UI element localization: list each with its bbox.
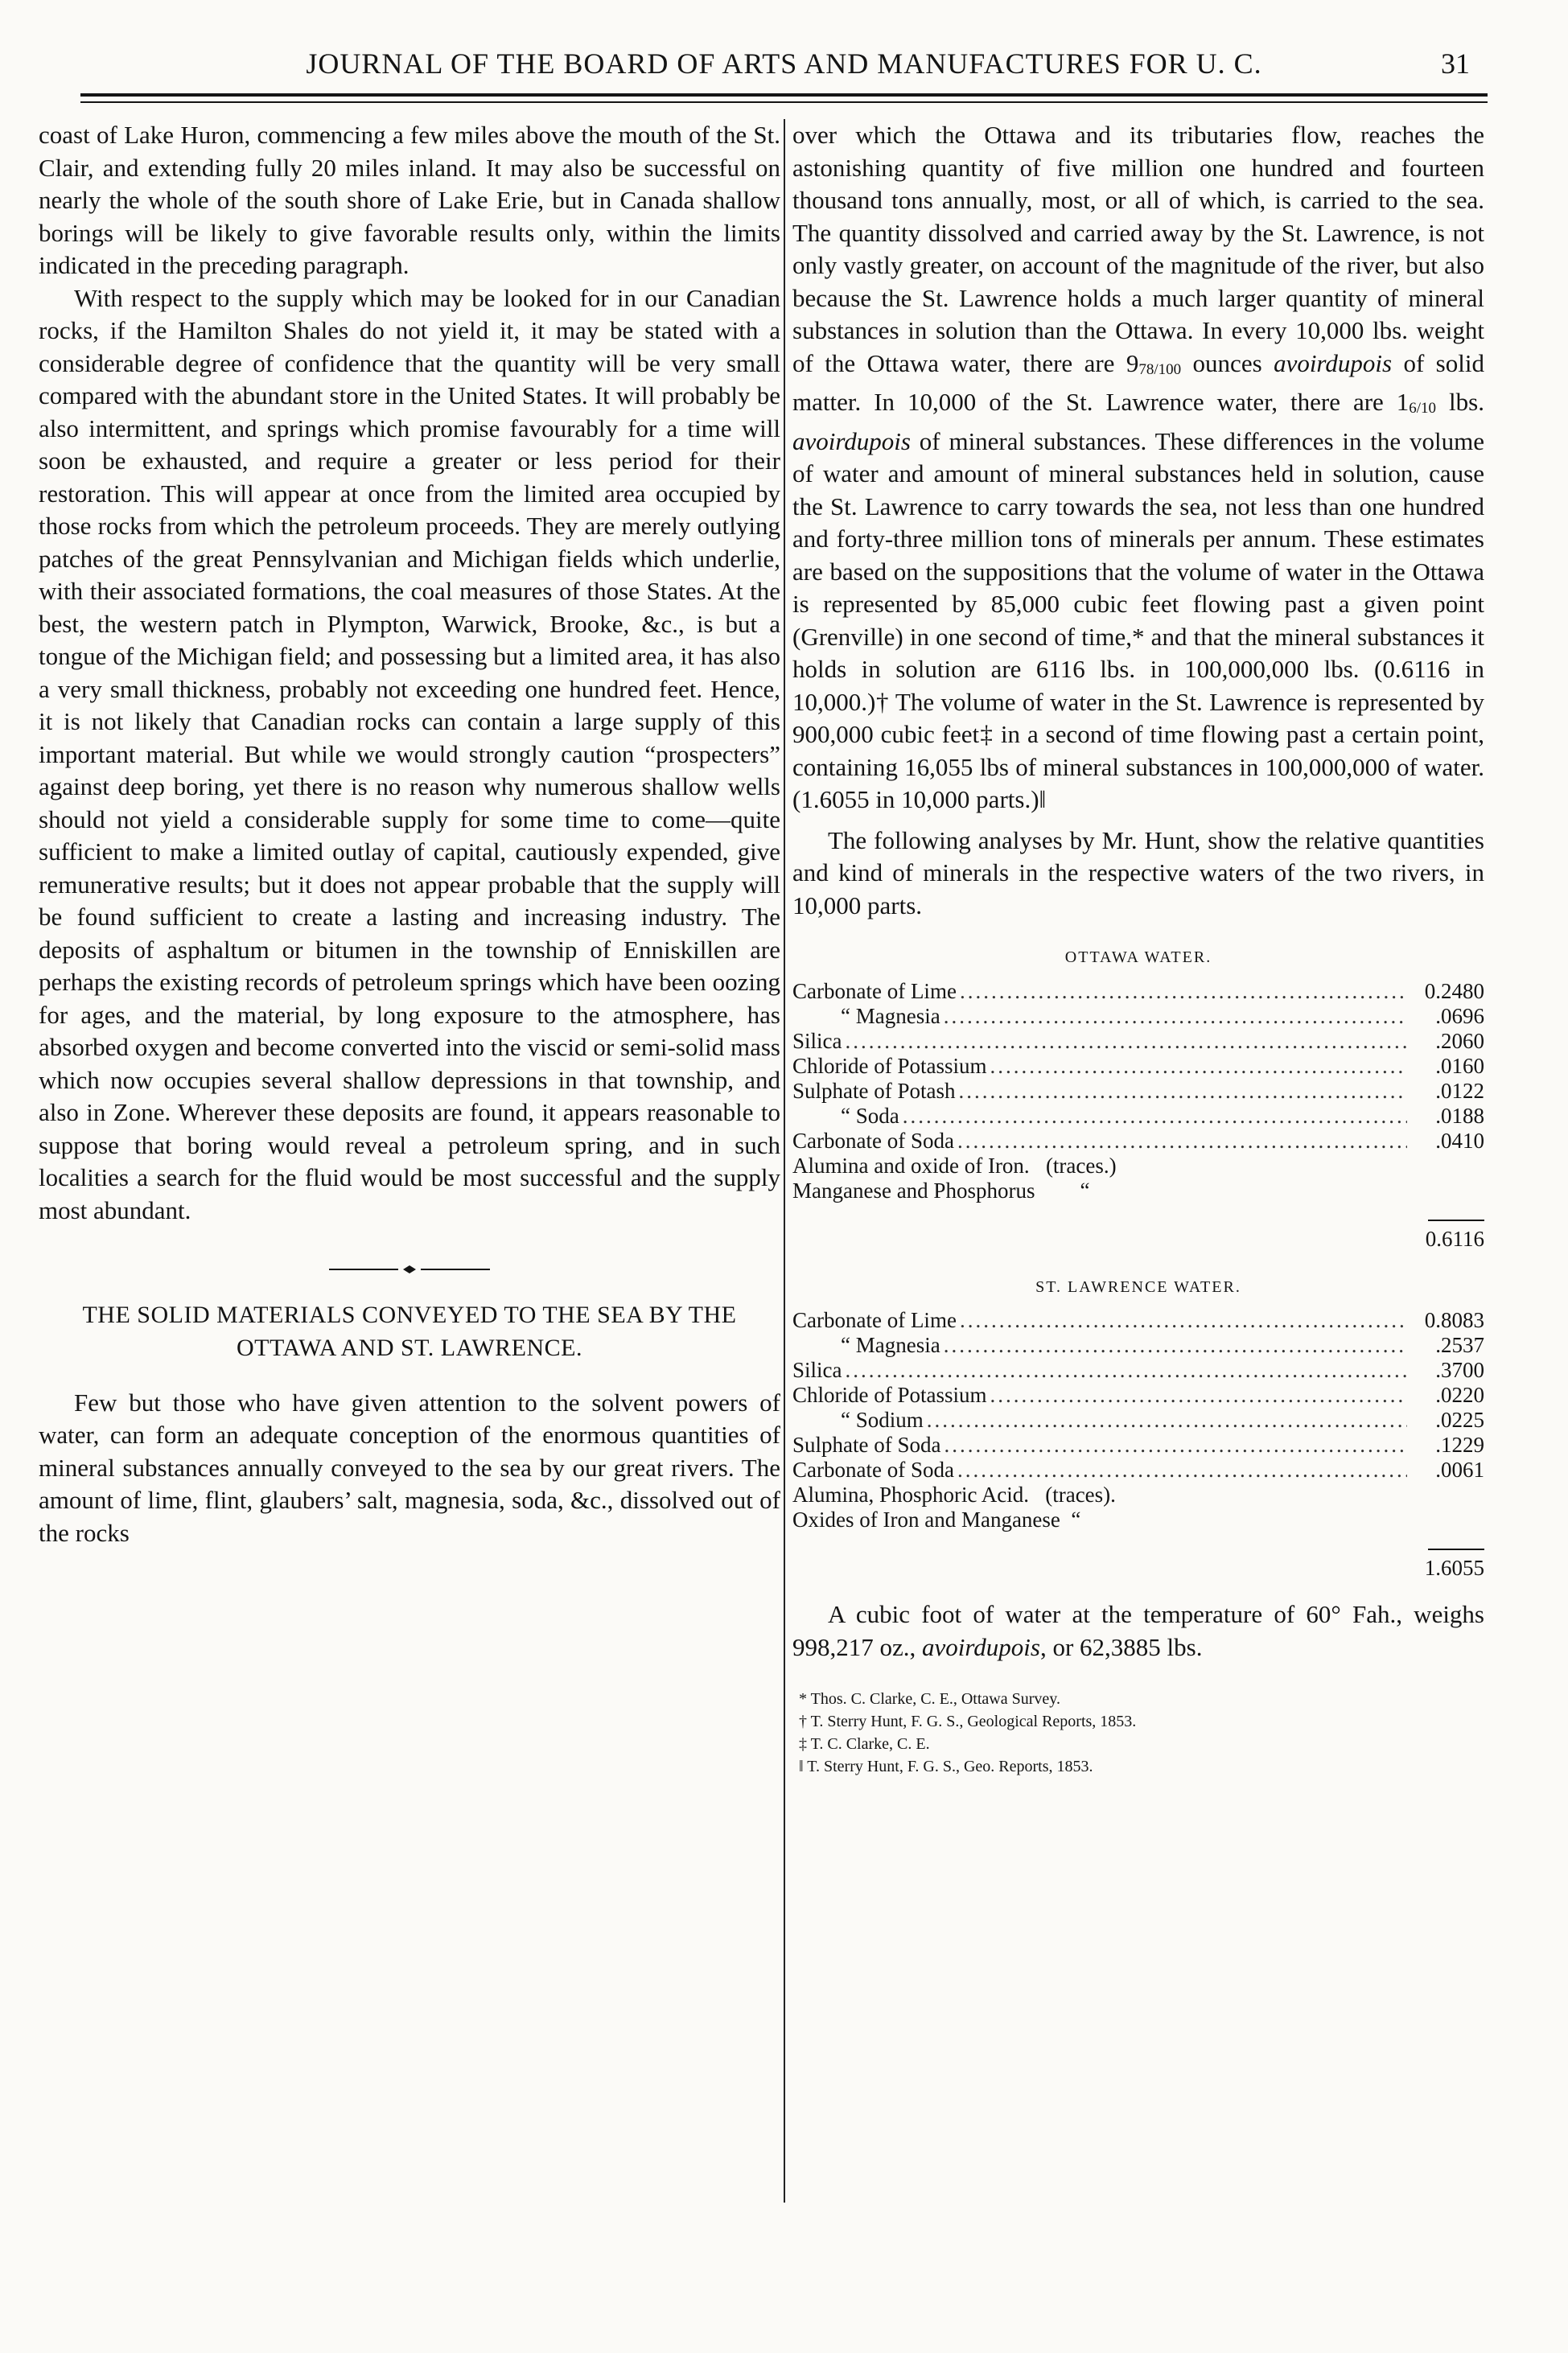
paragraph-cubic-foot: A cubic foot of water at the temperature of 60° Fah., weighs 998,217 oz., avoirdupois, or 62,3885 lbs. — [792, 1600, 1484, 1661]
left-column — [39, 119, 780, 1549]
footnote: ‡ T. C. Clarke, C. E. — [799, 1735, 930, 1753]
stlawrence-total: 1.6055 — [1424, 1556, 1484, 1580]
trace-row: Alumina and oxide of Iron. (traces.) — [792, 1153, 1117, 1178]
section-ornament — [39, 1251, 780, 1284]
ottawa-total: 0.6116 — [1425, 1226, 1484, 1251]
ottawa-table-heading: OTTAWA WATER. — [1064, 948, 1212, 966]
trace-row: Manganese and Phosphorus “ — [792, 1178, 1090, 1203]
fraction-ottawa: 78/100 — [1138, 360, 1182, 378]
table-row: Chloride of Potassium ..... .0220 — [792, 1383, 1484, 1408]
header-rule-thin — [80, 101, 1488, 103]
footnotes — [792, 1688, 1484, 1778]
trace-row: Oxides of Iron and Manganese “ — [792, 1508, 1081, 1532]
table-row: “ Magnesia ..... .0696 — [792, 1004, 1484, 1029]
ottawa-sum-rule — [1428, 1220, 1484, 1221]
journal-title: JOURNAL OF THE BOARD OF ARTS AND MANUFACTURES FOR U. C. — [306, 47, 1262, 80]
paragraph-ottawa-stlawrence: over which the Ottawa and its tributaries flow, reaches the astonishing quantity of five million one hundred and fourteen thousand tons annually, most, or all of which, is carried to the sea. The quantity dissolved and carried away by the St. Lawrence, is not only vastly greater, on account of the magnitude of the river, but also because the St. Lawrence holds a much larger quantity of mineral substances in solution than the Ottawa. In every 10,000 lbs. weight of the Ottawa water, there are 978/100 ounces avoirdupois of solid matter. In 10,000 of the St. Lawrence water, there are 16/10 lbs. avoirdupois of mineral substances. These differences in the volume of water and amount of mineral substances held in solution, cause the St. Lawrence to carry towards the sea, not less than one hundred and forty-three million tons of minerals per annum. These estimates are based on the suppositions that the volume of water in the Ottawa is represented by 85,000 cubic feet flowing past a given point (Grenville) in one second of time,* and that the mineral substances it holds in solution are 6116 lbs. in 100,000,000 lbs. (0.6116 in 10,000.)† The volume of water in the St. Lawrence is represented by 900,000 cubic feet‡ in a second of time flowing past a certain point, containing 16,055 lbs of mineral substances in 100,000,000 of water. (1.6055 in 10,000 parts.)‖ — [792, 121, 1484, 813]
table-row: Carbonate of Soda ..... .0061 — [792, 1458, 1484, 1483]
stlawrence-table-heading: ST. LAWRENCE WATER. — [1035, 1277, 1241, 1296]
table-row: Chloride of Potassium ..... .0160 — [792, 1054, 1484, 1079]
column-divider — [784, 119, 785, 2203]
fraction-stlawrence: 6/10 — [1409, 400, 1437, 417]
stlawrence-sum-rule — [1428, 1549, 1484, 1550]
table-row: Silica ..... .2060 — [792, 1029, 1484, 1054]
table-row: Carbonate of Lime ..... 0.8083 — [792, 1308, 1484, 1333]
table-row: Sulphate of Potash ..... .0122 — [792, 1079, 1484, 1104]
stlawrence-table — [792, 1308, 1484, 1532]
table-row: “ Sodium ..... .0225 — [792, 1408, 1484, 1433]
header-rule-thick — [80, 93, 1488, 97]
section-title: THE SOLID MATERIALS CONVEYED TO THE SEA BY THE OTTAWA AND ST. LAWRENCE. — [82, 1301, 737, 1361]
footnote: ‖ T. Sterry Hunt, F. G. S., Geo. Reports, 1853. — [799, 1758, 1093, 1775]
table-row: Silica ..... .3700 — [792, 1358, 1484, 1383]
table-row: “ Magnesia ..... .2537 — [792, 1333, 1484, 1358]
ottawa-table — [792, 979, 1484, 1203]
table-row: Carbonate of Lime ..... 0.2480 — [792, 979, 1484, 1004]
paragraph-continued: coast of Lake Huron, commencing a few miles above the mouth of the St. Clair, and extending fully 20 miles inland. It may also be successful on nearly the whole of the south shore of Lake Erie, but in Canada shallow borings will be likely to give favorable results only, within the limits indicated in the preceding paragraph. — [39, 121, 780, 279]
paragraph-analyses-intro: The following analyses by Mr. Hunt, show the relative quantities and kind of minerals in the respective waters of the two rivers, in 10,000 parts. — [792, 825, 1484, 919]
paragraph-solid-materials: Few but those who have given attention to the solvent powers of water, can form an adequate conception of the enormous quantities of mineral substances annually conveyed to the sea by our great rivers. The amount of lime, flint, glaubers’ salt, magnesia, soda, &c., dissolved out of the rocks — [39, 1388, 780, 1547]
table-row: Sulphate of Soda ..... .1229 — [792, 1433, 1484, 1458]
footnote: † T. Sterry Hunt, F. G. S., Geological Reports, 1853. — [799, 1713, 1137, 1730]
footnote: * Thos. C. Clarke, C. E., Ottawa Survey. — [799, 1690, 1060, 1708]
table-row: “ Soda ..... .0188 — [792, 1104, 1484, 1129]
right-column — [792, 119, 1484, 1778]
table-row: Carbonate of Soda ..... .0410 — [792, 1129, 1484, 1154]
trace-row: Alumina, Phosphoric Acid. (traces). — [792, 1483, 1116, 1507]
page-number: 31 — [1441, 47, 1470, 80]
running-header — [80, 47, 1488, 95]
paragraph-petroleum-supply: With respect to the supply which may be looked for in our Canadian rocks, if the Hamilton Shales do not yield it, it may be stated with a considerable degree of confidence that the quantity will be very small compared with the abundant store in the United States. It will probably be also intermittent, and springs which promise favourably for a time will soon be exhausted, and require a greater or less period for their restoration. This will appear at once from the limited area occupied by those rocks from which the petroleum proceeds. They are merely outlying patches of the great Pennsylvanian and Michigan fields which underlie, with their associated formations, the coal measures of those States. At the best, the western patch in Plympton, Warwick, Brooke, &c., is but a tongue of the Michigan field; and possessing but a limited area, it has also a very small thickness, probably not exceeding one hundred feet. Hence, it is not likely that Canadian rocks can contain a large supply of this important material. But while we would strongly caution “prospecters” against deep boring, yet there is no reason why numerous shallow wells should not yield a considerable supply for some time to come—quite sufficient to make a limited outlay of capital, cautiously expended, give remunerative results; but it does not appear probable that the supply will be found sufficient to create a lasting and increasing industry. The deposits of asphaltum or bitumen in the township of Enniskillen are perhaps the existing records of petroleum springs which have been oozing for ages, and the material, by long exposure to the atmosphere, has absorbed oxygen and become converted into the viscid or semi-solid mass which now occupies several shallow depressions in that township, and also in Zone. Wherever these deposits are found, it appears reasonable to suppose that boring would reveal a petroleum spring, and in such localities a search for the fluid would be most successful and the supply most abundant. — [39, 283, 780, 1224]
ornament-rule-icon — [329, 1264, 490, 1275]
